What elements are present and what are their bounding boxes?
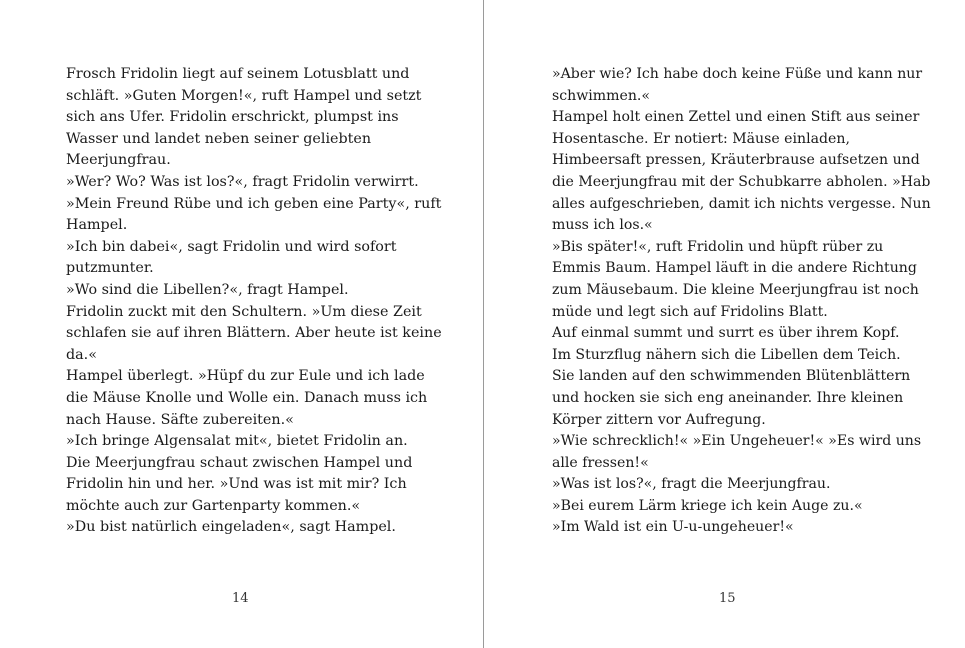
text-line: »Im Wald ist ein U-u-ungeheuer!«	[552, 519, 794, 536]
text-line: »Aber wie? Ich habe doch keine Füße und kann nur	[552, 66, 923, 82]
text-line: und hocken sie sich eng aneinander. Ihre kleinen	[552, 389, 904, 406]
text-line: Hosentasche. Er notiert: Mäuse einladen,	[552, 130, 850, 147]
text-line: Wasser und landet neben seiner geliebten	[66, 130, 372, 147]
text-line: »Du bist natürlich eingeladen«, sagt Hampel.	[66, 519, 396, 536]
text-line: Fridolin zuckt mit den Schultern. »Um diese Zeit	[66, 303, 422, 320]
text-line: sich ans Ufer. Fridolin erschrickt, plumpst ins	[66, 109, 399, 126]
text-line: da.«	[66, 346, 97, 363]
text-line: Hampel holt einen Zettel und einen Stift aus seiner	[552, 109, 920, 126]
text-line: Hampel.	[66, 217, 128, 234]
text-line: putzmunter.	[66, 260, 154, 277]
text-line: zum Mäusebaum. Die kleine Meerjungfrau ist noch	[552, 281, 919, 298]
text-line: »Wie schrecklich!« »Ein Ungeheuer!« »Es wird uns	[552, 433, 922, 450]
page-gutter	[483, 0, 484, 648]
text-line: schwimmen.«	[552, 87, 651, 104]
text-line: »Wo sind die Libellen?«, fragt Hampel.	[66, 281, 349, 298]
text-line: »Wer? Wo? Was ist los?«, fragt Fridolin verwirrt.	[66, 173, 419, 190]
text-line: Hampel überlegt. »Hüpf du zur Eule und ich lade	[66, 368, 425, 385]
text-line: Emmis Baum. Hampel läuft in die andere Richtung	[552, 260, 917, 277]
text-line: »Was ist los?«, fragt die Meerjungfrau.	[552, 476, 831, 493]
right-page-number: 15	[719, 591, 736, 606]
text-line: »Bis später!«, ruft Fridolin und hüpft rüber zu	[552, 238, 884, 255]
text-line: möchte auch zur Gartenparty kommen.«	[66, 497, 361, 514]
text-line: schläft. »Guten Morgen!«, ruft Hampel und setzt	[66, 87, 422, 104]
text-line: »Ich bin dabei«, sagt Fridolin und wird sofort	[66, 238, 397, 255]
text-line: alles aufgeschrieben, damit ich nichts vergesse. Nun	[552, 195, 931, 212]
text-line: Körper zittern vor Aufregung.	[552, 411, 766, 428]
text-line: müde und legt sich auf Fridolins Blatt.	[552, 303, 828, 320]
text-line: Im Sturzflug nähern sich die Libellen dem Teich.	[552, 346, 901, 363]
text-line: Fridolin hin und her. »Und was ist mit mir? Ich	[66, 476, 407, 493]
text-line: Frosch Fridolin liegt auf seinem Lotusblatt und	[66, 66, 410, 82]
text-line: Sie landen auf den schwimmenden Blütenblättern	[552, 368, 911, 385]
text-line: »Mein Freund Rübe und ich geben eine Party«, ruft	[66, 195, 442, 212]
text-line: die Mäuse Knolle und Wolle ein. Danach muss ich	[66, 389, 428, 406]
right-page-text	[552, 64, 931, 539]
text-line: schlafen sie auf ihren Blättern. Aber heute ist keine	[66, 325, 442, 342]
text-line: nach Hause. Säfte zubereiten.«	[66, 411, 294, 428]
text-line: »Ich bringe Algensalat mit«, bietet Fridolin an.	[66, 433, 408, 450]
left-page-text	[66, 64, 442, 539]
text-line: die Meerjungfrau mit der Schubkarre abholen. »Hab	[552, 173, 931, 190]
text-line: Die Meerjungfrau schaut zwischen Hampel und	[66, 454, 413, 471]
text-line: »Bei eurem Lärm kriege ich kein Auge zu.«	[552, 497, 863, 514]
text-line: Auf einmal summt und surrt es über ihrem Kopf.	[552, 325, 900, 342]
text-line: alle fressen!«	[552, 454, 649, 471]
text-line: Himbeersaft pressen, Kräuterbrause aufsetzen und	[552, 152, 920, 169]
left-page-number: 14	[232, 591, 249, 606]
text-line: Meerjungfrau.	[66, 152, 171, 169]
text-line: muss ich los.«	[552, 217, 653, 234]
